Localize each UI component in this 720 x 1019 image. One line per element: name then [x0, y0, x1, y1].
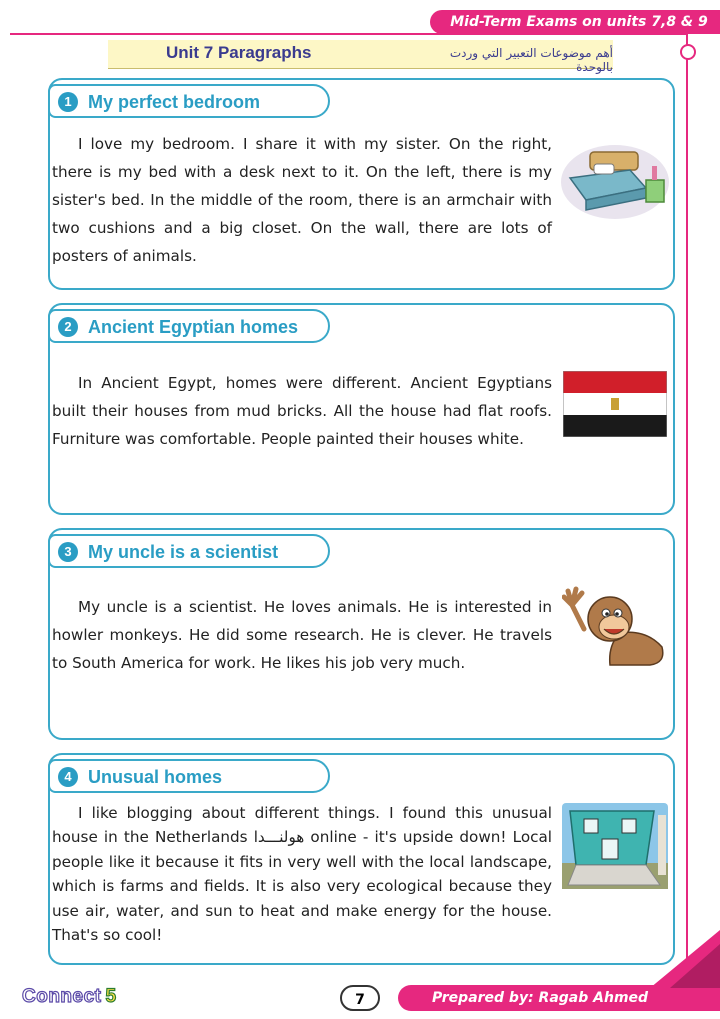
- connect-logo: [22, 986, 117, 1008]
- section-2-number: 2: [58, 317, 78, 337]
- upside-down-house-photo: [562, 803, 668, 889]
- section-2-title: Ancient Egyptian homes: [88, 317, 299, 337]
- section-2-tab: [48, 309, 330, 343]
- page-title: Unit 7 Paragraphs: [166, 43, 312, 62]
- section-4-paragraph: I like blogging about different things. I found this unusual house in the Netherlands هولنـــدا online - it's upside down! Local people like it because it fits in very well with the local landscape, which is farms and fields. It is also very ecological because they use air, water, and sun to heat and make energy for the house. That's so cool!: [52, 804, 552, 945]
- brand-number: 5: [105, 986, 117, 1007]
- section-4-number: 4: [58, 767, 78, 787]
- page-title-bar: [108, 40, 613, 74]
- section-3-paragraph: My uncle is a scientist. He loves animals. He is interested in howler monkeys. He did some research. He is clever. He travels to South America for work. He likes his job very much.: [52, 598, 552, 672]
- section-1-number: 1: [58, 92, 78, 112]
- right-rail: [686, 33, 688, 968]
- section-3-title: My uncle is a scientist: [88, 542, 279, 562]
- egypt-flag: [563, 371, 667, 437]
- section-2-paragraph: In Ancient Egypt, homes were different. Ancient Egyptians built their houses from mud bricks. All the house had flat roofs. Furniture was comfortable. People painted their houses white.: [52, 374, 552, 448]
- monkey-icon: [562, 585, 668, 667]
- page-number: 7: [340, 985, 380, 1011]
- page-title-arabic: أهم موضوعات التعبير التي وردت بالوحدة: [449, 46, 613, 74]
- footer-credit: Prepared by: Ragab Ahmed: [431, 990, 649, 1006]
- section-3-number: 3: [58, 542, 78, 562]
- brand-name: Connect: [22, 986, 102, 1007]
- header-rule: [10, 33, 688, 35]
- section-4-tab: [48, 759, 330, 793]
- section-1-tab: [48, 84, 330, 118]
- section-4-title: Unusual homes: [88, 767, 223, 787]
- bed-icon: [560, 142, 670, 220]
- rail-cap: [680, 44, 696, 60]
- section-1-title: My perfect bedroom: [88, 92, 261, 112]
- header-label: Mid-Term Exams on units 7,8 & 9: [450, 14, 708, 30]
- corner-decoration: [650, 930, 720, 990]
- section-3-tab: [48, 534, 330, 568]
- section-1-paragraph: I love my bedroom. I share it with my sister. On the right, there is my bed with a desk next to it. On the left, there is my sister's bed. In the middle of the room, there is an armchair with two cushions and a big closet. On the wall, there are lots of posters of animals.: [52, 135, 552, 265]
